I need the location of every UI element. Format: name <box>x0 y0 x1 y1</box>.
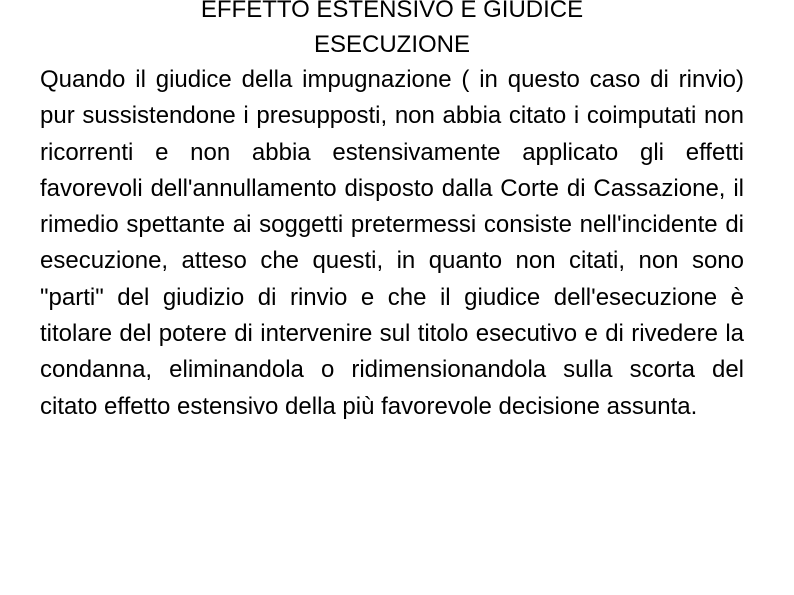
slide-body-text: Quando il giudice della impugnazione ( in questo caso di rinvio) pur sussistendone i presupposti, non abbia citato i coimputati non ricorrenti e non abbia estensivamente applicato gli effetti favorevoli dell'annullamento disposto dalla Corte di Cassazione, il rimedio spettante ai soggetti pretermessi consiste nell'incidente di esecuzione, atteso che questi, in quanto non citati, non sono "parti" del giudizio di rinvio e che il giudice dell'esecuzione è titolare del potere di intervenire sul titolo esecutivo e di rivedere la condanna, eliminandola o ridimensionandola sulla scorta del citato effetto estensivo della più favorevole decisione assunta. <box>40 66 744 420</box>
slide-title <box>40 0 744 62</box>
slide-title-line-2: ESECUZIONE <box>313 31 471 58</box>
slide <box>40 0 744 582</box>
slide-title-line-1: EFFETTO ESTENSIVO E GIUDICE <box>200 0 584 23</box>
